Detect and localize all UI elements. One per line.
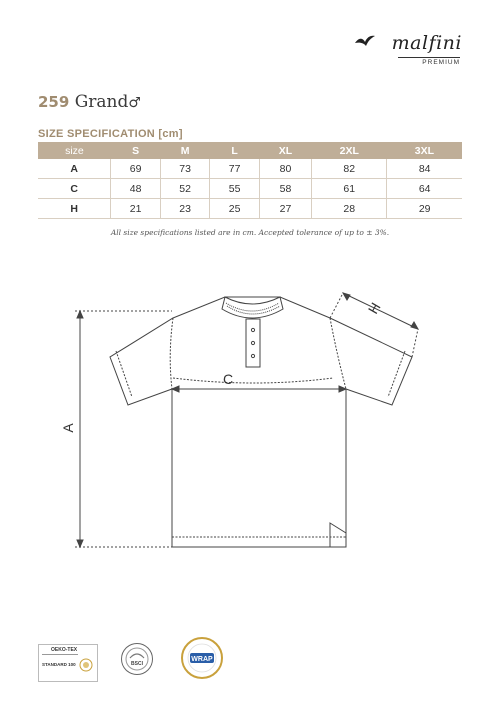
table-cell: 21 [111,199,160,219]
product-number: 259 [38,93,70,111]
measurement-h-label: H [364,299,384,317]
row-label: A [38,159,111,179]
wrap-label: WRAP [191,656,213,663]
table-cell: 73 [160,159,209,179]
row-label: C [38,179,111,199]
bsci-label: BSCI [131,661,143,667]
table-cell: 48 [111,179,160,199]
table-header-cell: XL [259,142,311,159]
table-cell: 27 [259,199,311,219]
table-cell: 84 [387,159,462,179]
logo-divider [398,57,460,58]
table-cell: 69 [111,159,160,179]
table-cell: 28 [312,199,387,219]
oeko-divider [42,654,78,655]
table-header-row [38,142,462,159]
brand-logo-text: malfini [391,32,462,54]
oeko-seal-icon [79,658,93,672]
table-cell: 25 [210,199,259,219]
oeko-standard-label: STANDARD 100 [42,662,76,667]
product-name: Grand [74,92,129,112]
table-row [38,179,462,199]
brand-subtext: PREMIUM [422,59,460,66]
table-cell: 77 [210,159,259,179]
size-table [38,142,462,219]
table-row [38,199,462,219]
table-cell: 58 [259,179,311,199]
table-header-cell: size [38,142,111,159]
measurement-c-label: C [223,371,234,387]
table-header-cell: 2XL [312,142,387,159]
table-cell: 52 [160,179,209,199]
oeko-tex-label: OEKO-TEX [51,647,78,653]
bsci-badge [120,642,154,676]
table-header-cell: S [111,142,160,159]
table-header-cell: M [160,142,209,159]
measurement-a-label: A [60,423,76,433]
wrap-badge [180,636,224,680]
table-cell: 82 [312,159,387,179]
table-cell: 61 [312,179,387,199]
product-title [38,92,141,112]
brand-logo [352,32,462,72]
table-row [38,159,462,179]
table-cell: 80 [259,159,311,179]
size-spec-heading: SIZE SPECIFICATION [cm] [38,128,183,140]
polo-shirt-diagram [0,285,500,555]
oeko-tex-badge [38,644,98,682]
tolerance-note: All size specifications listed are in cm. Accepted tolerance of up to ± 3%. [110,228,390,237]
table-header-cell: 3XL [387,142,462,159]
placket [246,319,260,367]
table-cell: 23 [160,199,209,219]
table-cell: 55 [210,179,259,199]
table-cell: 64 [387,179,462,199]
table-cell: 29 [387,199,462,219]
row-label: H [38,199,111,219]
table-header-cell: L [210,142,259,159]
bird-icon [354,34,376,48]
shirt-outline [110,297,412,547]
male-symbol-icon: ♂ [128,95,141,111]
